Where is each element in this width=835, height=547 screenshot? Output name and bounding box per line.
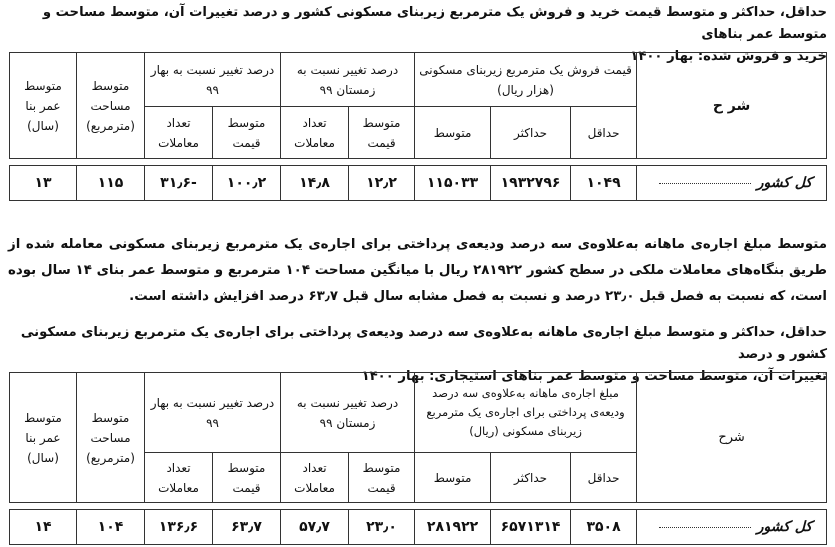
col-change-spring: درصد تغییر نسبت به بهار ۹۹	[145, 53, 281, 107]
col-description: شر ح	[637, 53, 827, 159]
cell-avg: ۱۱۵۰۳۳	[415, 166, 491, 201]
cell-avg: ۲۸۱۹۲۲	[415, 510, 491, 545]
section2-heading-line2: تغییرات آن، متوسط مساحت و متوسط عمر بناهای استیجاری: بهار ۱۴۰۰	[361, 369, 827, 384]
rent-summary-paragraph: متوسط مبلغ اجاره‌ی ماهانه به‌علاوه‌ی سه درصد ودیعه‌ی پرداختی برای اجاره‌ی یک مترمربع زیربنای مسکونی معامله شده از طریق بنگاه‌های معاملات ملکی در سطح کشور ۲۸۱۹۲۲ ریال با میانگین مساحت ۱۰۴ مترمربع و متوسط عمر بنای ۱۴ سال بوده است، که نسبت به فصل قبل ۲۳٫۰ درصد و نسبت به فصل مشابه سال قبل ۶۳٫۷ درصد افزایش داشته است.	[8, 237, 828, 304]
section1-heading-line1: حداقل، حداکثر و متوسط قیمت خرید و فروش یک مترمربع زیربنای مسکونی کشور و درصد تغییرات آن، متوسط مساحت و متوسط عمر بناهای	[42, 5, 827, 42]
cell-max: ۶۵۷۱۳۱۴	[491, 510, 571, 545]
col-winter-avg-price: متوسط قیمت	[349, 107, 415, 159]
col-max: حداکثر	[491, 107, 571, 159]
col-change-winter: درصد تغییر نسبت به زمستان ۹۹	[281, 53, 415, 107]
col-description: شرح	[637, 373, 827, 503]
sale-price-table	[9, 52, 827, 201]
col-spring-avg-price: متوسط قیمت	[213, 453, 281, 503]
cell-min: ۳۵۰۸	[571, 510, 637, 545]
col-min: حداقل	[571, 107, 637, 159]
cell-spring-transactions: ۱۳۶٫۶	[145, 510, 213, 545]
col-change-spring: درصد تغییر نسبت به بهار ۹۹	[145, 373, 281, 453]
table-row	[10, 166, 827, 201]
col-winter-transactions: تعداد معاملات	[281, 107, 349, 159]
col-rent-group: مبلغ اجاره‌ی ماهانه به‌علاوه‌ی سه درصد ودیعه‌ی پرداختی برای اجاره‌ی یک مترمربع زیربنای مسکونی (ریال)	[415, 373, 637, 453]
dotted-leader	[659, 183, 751, 184]
col-winter-transactions: تعداد معاملات	[281, 453, 349, 503]
col-price-group: قیمت فروش یک مترمربع زیربنای مسکونی (هزار ریال)	[415, 53, 637, 107]
rent-price-table	[9, 372, 827, 545]
cell-area: ۱۱۵	[77, 166, 145, 201]
col-change-winter: درصد تغییر نسبت به زمستان ۹۹	[281, 373, 415, 453]
cell-area: ۱۰۴	[77, 510, 145, 545]
col-avg-area: متوسط مساحت (مترمربع)	[77, 53, 145, 159]
cell-spring-price: ۱۰۰٫۲	[213, 166, 281, 201]
cell-max: ۱۹۳۲۷۹۶	[491, 166, 571, 201]
cell-spring-price: ۶۳٫۷	[213, 510, 281, 545]
col-spring-transactions: تعداد معاملات	[145, 107, 213, 159]
row-label: کل کشور	[756, 519, 813, 535]
table-row	[10, 510, 827, 545]
section2-heading-line1: حداقل، حداکثر و متوسط مبلغ اجاره‌ی ماهانه به‌علاوه‌ی سه درصد ودیعه‌ی پرداختی برای اجاره‌ی یک مترمربع زیربنای مسکونی کشور و درصد	[20, 325, 827, 362]
dotted-leader	[659, 527, 751, 528]
row-label-cell	[637, 510, 827, 545]
col-spring-transactions: تعداد معاملات	[145, 453, 213, 503]
table-gap	[10, 503, 827, 510]
section1-heading-line2: خرید و فروش شده: بهار ۱۴۰۰	[630, 49, 827, 64]
col-winter-avg-price: متوسط قیمت	[349, 453, 415, 503]
table-gap	[10, 159, 827, 166]
cell-min: ۱۰۴۹	[571, 166, 637, 201]
cell-winter-price: ۲۳٫۰	[349, 510, 415, 545]
cell-age: ۱۳	[10, 166, 77, 201]
col-avg-area: متوسط مساحت (مترمربع)	[77, 373, 145, 503]
col-avg: متوسط	[415, 107, 491, 159]
col-min: حداقل	[571, 453, 637, 503]
cell-spring-transactions: -۳۱٫۶	[145, 166, 213, 201]
cell-winter-transactions: ۵۷٫۷	[281, 510, 349, 545]
col-max: حداکثر	[491, 453, 571, 503]
col-avg-age: متوسط عمر بنا (سال)	[10, 373, 77, 503]
cell-winter-price: ۱۲٫۲	[349, 166, 415, 201]
row-label-cell	[637, 166, 827, 201]
col-spring-avg-price: متوسط قیمت	[213, 107, 281, 159]
col-avg: متوسط	[415, 453, 491, 503]
cell-age: ۱۴	[10, 510, 77, 545]
row-label: کل کشور	[756, 175, 813, 191]
cell-winter-transactions: ۱۴٫۸	[281, 166, 349, 201]
col-avg-age: متوسط عمر بنا (سال)	[10, 53, 77, 159]
